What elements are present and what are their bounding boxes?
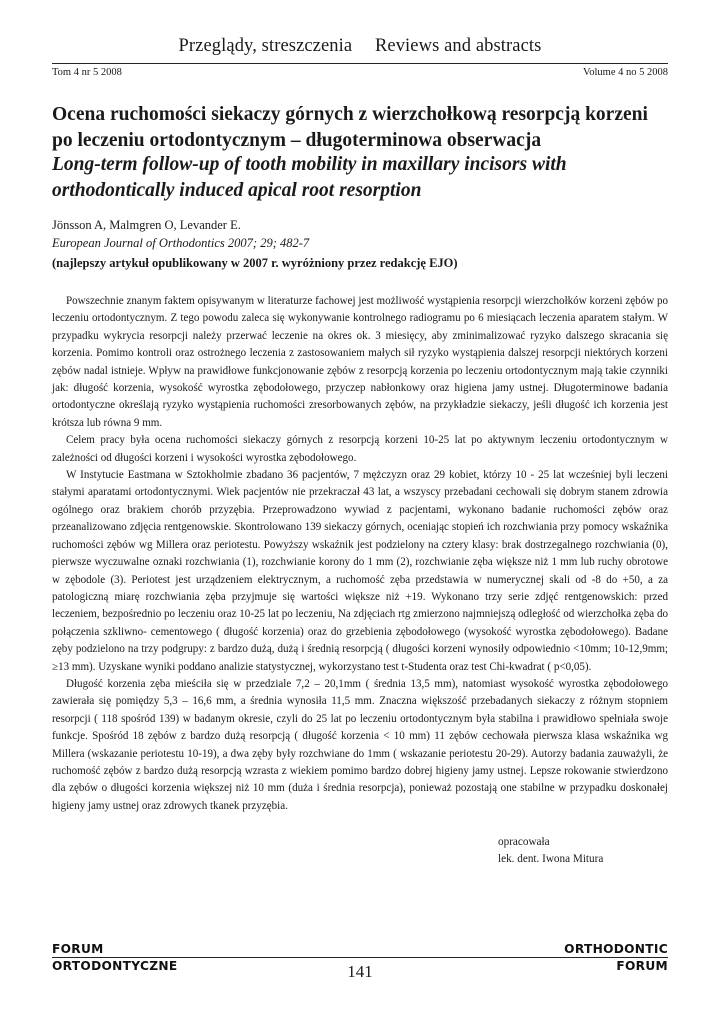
volume-label-en: Volume 4 no 5 2008 bbox=[583, 67, 668, 78]
section-title-en: Reviews and abstracts bbox=[374, 36, 542, 56]
article-title-pl: Ocena ruchomości siekaczy górnych z wierzchołkową resorpcją korzeni po leczeniu ortodontycznym – długoterminowa obserwacja bbox=[52, 104, 648, 151]
article-title-en: Long-term follow-up of tooth mobility in maxillary incisors with orthodontically induced apical root resorption bbox=[52, 154, 567, 201]
body-paragraph: Długość korzenia zęba mieściła się w przedziale 7,2 – 20,1mm ( średnia 13,5 mm), natomiast wysokość wyrostka zębodołowego zawierała się pomiędzy 5,3 – 16,6 mm, a średnia wynosiła 11,5 mm. Znaczna większość przebadanych siekaczy z różnym stopniem resorpcji ( 118 spośród 139) w badanym okresie, czyli do 25 lat po leczeniu ortodontycznym była stabilna i prawidłowo spełniała swoje funkcje. Spośród 18 zębów z bardzo dużą resorpcją ( długość korzenia < 10 mm) 11 zębów cechowała pierwsza klasa wskaźnika wg Millera (wskazanie periotestu 10-19), a dwa zęby były rozchwiane do 1mm ( wskazanie periotestu 20-29). Autorzy badania zauważyli, że ruchomość zębów z bardzo dużą resorpcją wzrasta z wiekiem pomimo bardzo dobrej higieny jamy ustnej. Lepsze rokowanie stwierdzono dla zębów o długości korzenia większej niż 10 mm (duża i średnia resorpcja), ponieważ pozostają one stabilne w przypadku doskonałej higieny jamy ustnej oraz zdrowych tkanek przyzębia. bbox=[52, 677, 668, 812]
footer-divider bbox=[52, 957, 668, 958]
signature-role: opracowała bbox=[498, 836, 550, 848]
journal-citation: European Journal of Orthodontics 2007; 29; 482-7 bbox=[52, 236, 310, 250]
body-paragraph: Powszechnie znanym faktem opisywanym w literaturze fachowej jest możliwość wystąpienia resorpcji wierzchołków korzeni zębów po leczeniu ortodontycznym. Z tego powodu zaleca się wykonywanie kontrolnego radiogramu po 6 miesiącach leczenia aparatem stałym. W przypadku wykrycia resorpcji należy przerwać leczenie na okres ok. 3 miesięcy, aby zminimalizować ryzyko dalszego skracania się korzenia. Pomimo kontroli oraz ostrożnego leczenia z zastosowaniem małych sił ryzyko wystąpienia dalszej resorpcji niektórych korzeni zębów nadal istnieje. Wpływ na prawidłowe funkcjonowanie zębów z resorpcją korzenia po leczeniu ortodontycznym mają takie czynniki jak: długość korzenia, wysokość wyrostka zębodołowego, przyczep nabłonkowy oraz higiena jamy ustnej. Długoterminowe badania ortodontyczne określają ryzyko wystąpienia ruchomości zresorbowanych zębów, na przykładzie siekaczy, jeśli długość ich korzenia jest krótsza lub równa 9 mm. bbox=[52, 295, 668, 429]
header-divider bbox=[52, 63, 668, 64]
award-note: (najlepszy artykuł opublikowany w 2007 r. wyróżniony przez redakcję EJO) bbox=[52, 256, 458, 270]
footer-journal-en-line2: FORUM bbox=[616, 959, 668, 973]
footer-journal-pl-line1: FORUM bbox=[52, 942, 104, 956]
signature-name: lek. dent. Iwona Mitura bbox=[498, 853, 604, 865]
body-paragraph: W Instytucie Eastmana w Sztokholmie zbadano 36 pacjentów, 7 mężczyzn oraz 29 kobiet, którzy 10 - 25 lat wcześniej byli leczeni stałymi aparatami ortodontycznymi. Wiek pacjentów nie przekraczał 43 lat, a wszyscy przebadani cechowali się dobrym stanem zdrowia ogólnego oraz brakiem chorób przyzębia. Przeprowadzono wywiad z pacjentami, wykonano badanie ruchomości zębów oraz przeanalizowano zdjęcia rentgenowskie. Skontrolowano 139 siekaczy górnych, oceniając stopień ich rozchwiania przy pomocy wskaźnika ruchomości zębów wg Millera oraz periotestu. Powyższy wskaźnik jest podzielony na cztery klasy: brak dostrzegalnego rozchwiania (0), pierwsze wyczuwalne oznaki rozchwiania (1), rozchwianie korony do 1 mm (2), rozchwianie zęba większe niż 1 mm lub ruchy obrotowe w zębodole (3). Periotest jest urządzeniem elektrycznym, a ruchomość zęba przedstawia w numerycznej skali od -8 do +50, a za patologiczną miarę rozchwiania zęba przyjmuje się wartości większe niż +19. Wykonano trzy serie zdjęć rentgenowskich: przed leczeniem, bezpośrednio po leczeniu oraz 10-25 lat po leczeniu, Na zdjęciach rtg zmierzono najmniejszą odległość od wierzchołka zęba do połączenia szkliwno- cementowego ( długość korzenia) oraz do grzebienia zębodołowego (wysokość wyrostka zębodołowego). Badane zęby podzielono na trzy podgrupy: z bardzo dużą, dużą i średnią resorpcją ( długości korzeni wynosiły odpowiednio <10mm; 10-12,9mm; ≥13 mm). Uzyskane wyniki poddano analizie statystycznej, wykorzystano test t-Studenta oraz test Chi-kwadrat ( p<0,05). bbox=[52, 469, 668, 673]
footer-journal-en-line1: ORTHODONTIC bbox=[564, 942, 668, 956]
section-title-pl: Przeglądy, streszczenia bbox=[178, 36, 353, 56]
article-authors: Jönsson A, Malmgren O, Levander E. bbox=[52, 218, 241, 232]
article-body bbox=[52, 293, 668, 815]
volume-label-pl: Tom 4 nr 5 2008 bbox=[52, 67, 122, 78]
page-number: 141 bbox=[347, 962, 373, 981]
footer-journal-pl-line2: ORTODONTYCZNE bbox=[52, 959, 178, 973]
body-paragraph: Celem pracy była ocena ruchomości siekaczy górnych z resorpcją korzeni 10-25 lat po aktywnym leczeniu ortodontycznym w zależności od długości korzeni i wysokości wyrostka zębodołowego. bbox=[52, 434, 668, 464]
section-header bbox=[0, 36, 720, 57]
